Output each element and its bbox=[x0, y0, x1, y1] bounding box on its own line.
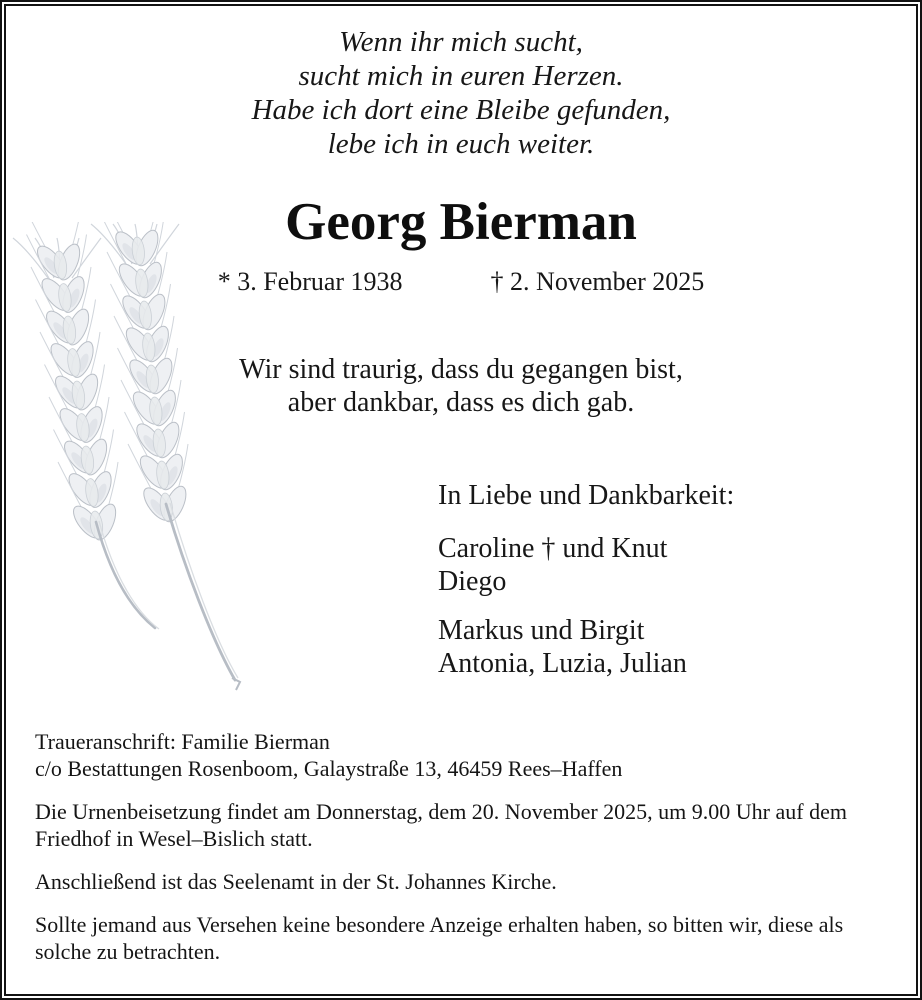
mourner-line: Antonia, Luzia, Julian bbox=[438, 648, 687, 679]
death-date: † 2. November 2025 bbox=[490, 267, 705, 296]
address-line: c/o Bestattungen Rosenboom, Galaystraße 13, 46459 Rees–Haffen bbox=[35, 756, 623, 781]
mourner-line: Markus und Birgit bbox=[438, 615, 645, 646]
verse-line: lebe ich in euch weiter. bbox=[327, 128, 595, 160]
mourner-line: Diego bbox=[438, 566, 507, 597]
burial-info bbox=[35, 798, 904, 852]
mourning-address bbox=[35, 728, 904, 782]
life-dates bbox=[0, 267, 922, 297]
tribute-line: Wir sind traurig, dass du gegangen bist, bbox=[239, 354, 683, 385]
mourner-line: Caroline † und Knut bbox=[438, 533, 668, 564]
mourners-intro: In Liebe und Dankbarkeit: bbox=[438, 480, 735, 511]
funeral-details bbox=[35, 728, 904, 981]
birth-date: * 3. Februar 1938 bbox=[217, 267, 403, 296]
verse-line: sucht mich in euren Herzen. bbox=[298, 60, 624, 92]
mourner-group bbox=[438, 532, 734, 598]
burial-line: Friedhof in Wesel–Bislich statt. bbox=[35, 826, 313, 851]
mourners-section bbox=[438, 479, 734, 696]
tribute-text bbox=[0, 353, 922, 419]
address-line: Traueranschrift: Familie Bierman bbox=[35, 729, 330, 754]
verse-line: Wenn ihr mich sucht, bbox=[339, 26, 583, 58]
service-line: Anschließend ist das Seelenamt in der St. Johannes Kirche. bbox=[35, 869, 557, 894]
memorial-verse bbox=[0, 25, 922, 161]
burial-line: Die Urnenbeisetzung findet am Donnerstag, dem 20. November 2025, um 9.00 Uhr auf dem bbox=[35, 799, 847, 824]
deceased-name: Georg Bierman bbox=[285, 193, 637, 251]
notice-disclaimer bbox=[35, 911, 904, 965]
service-info bbox=[35, 868, 904, 895]
tribute-line: aber dankbar, dass es dich gab. bbox=[287, 387, 635, 418]
disclaimer-line: Sollte jemand aus Versehen keine besondere Anzeige erhalten haben, so bitten wir, diese als bbox=[35, 912, 844, 937]
mourner-group bbox=[438, 614, 734, 680]
verse-line: Habe ich dort eine Bleibe gefunden, bbox=[251, 94, 671, 126]
disclaimer-line: solche zu betrachten. bbox=[35, 939, 221, 964]
